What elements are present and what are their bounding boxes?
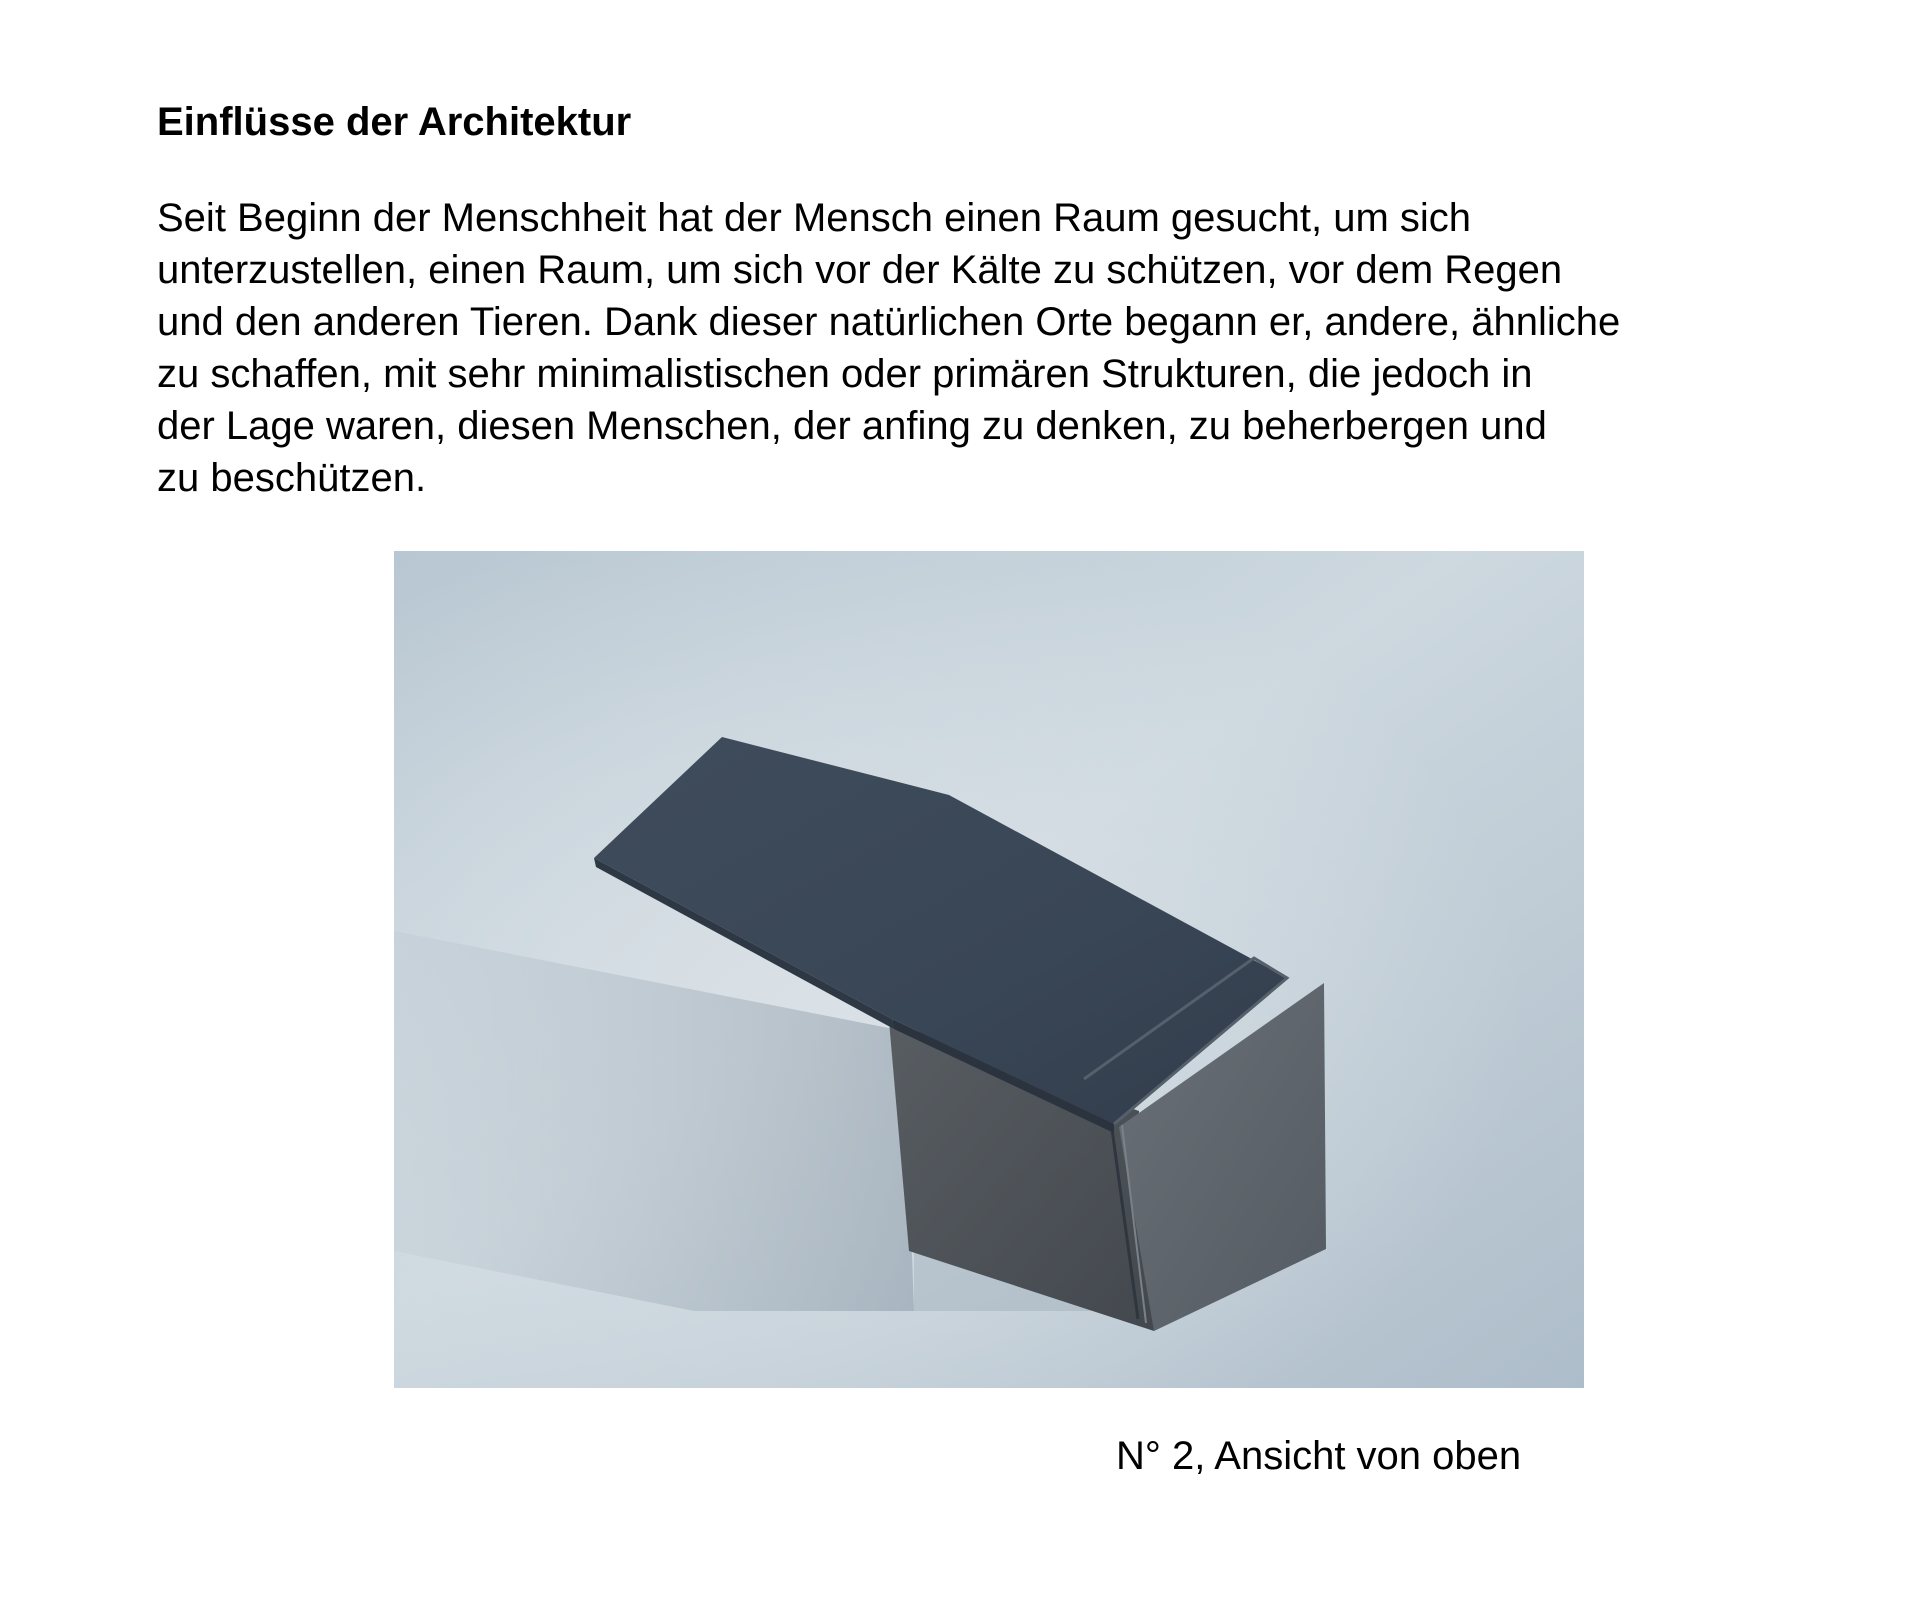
- paragraph-line: unterzustellen, einen Raum, um sich vor der Kälte zu schützen, vor dem Regen: [157, 248, 1563, 292]
- page-title: Einflüsse der Architektur: [157, 100, 632, 144]
- paragraph-line: Seit Beginn der Menschheit hat der Mensch einen Raum gesucht, um sich: [157, 196, 1472, 240]
- sculpture-photo: [394, 551, 1584, 1388]
- body-paragraph: [157, 192, 1857, 504]
- paragraph-line: der Lage waren, diesen Menschen, der anfing zu denken, zu beherbergen und: [157, 404, 1547, 448]
- paragraph-line: zu beschützen.: [157, 456, 427, 500]
- figure-caption: N° 2, Ansicht von oben: [1116, 1434, 1522, 1478]
- paragraph-line: und den anderen Tieren. Dank dieser natürlichen Orte begann er, andere, ähnliche: [157, 300, 1621, 344]
- paragraph-line: zu schaffen, mit sehr minimalistischen oder primären Strukturen, die jedoch in: [157, 352, 1533, 396]
